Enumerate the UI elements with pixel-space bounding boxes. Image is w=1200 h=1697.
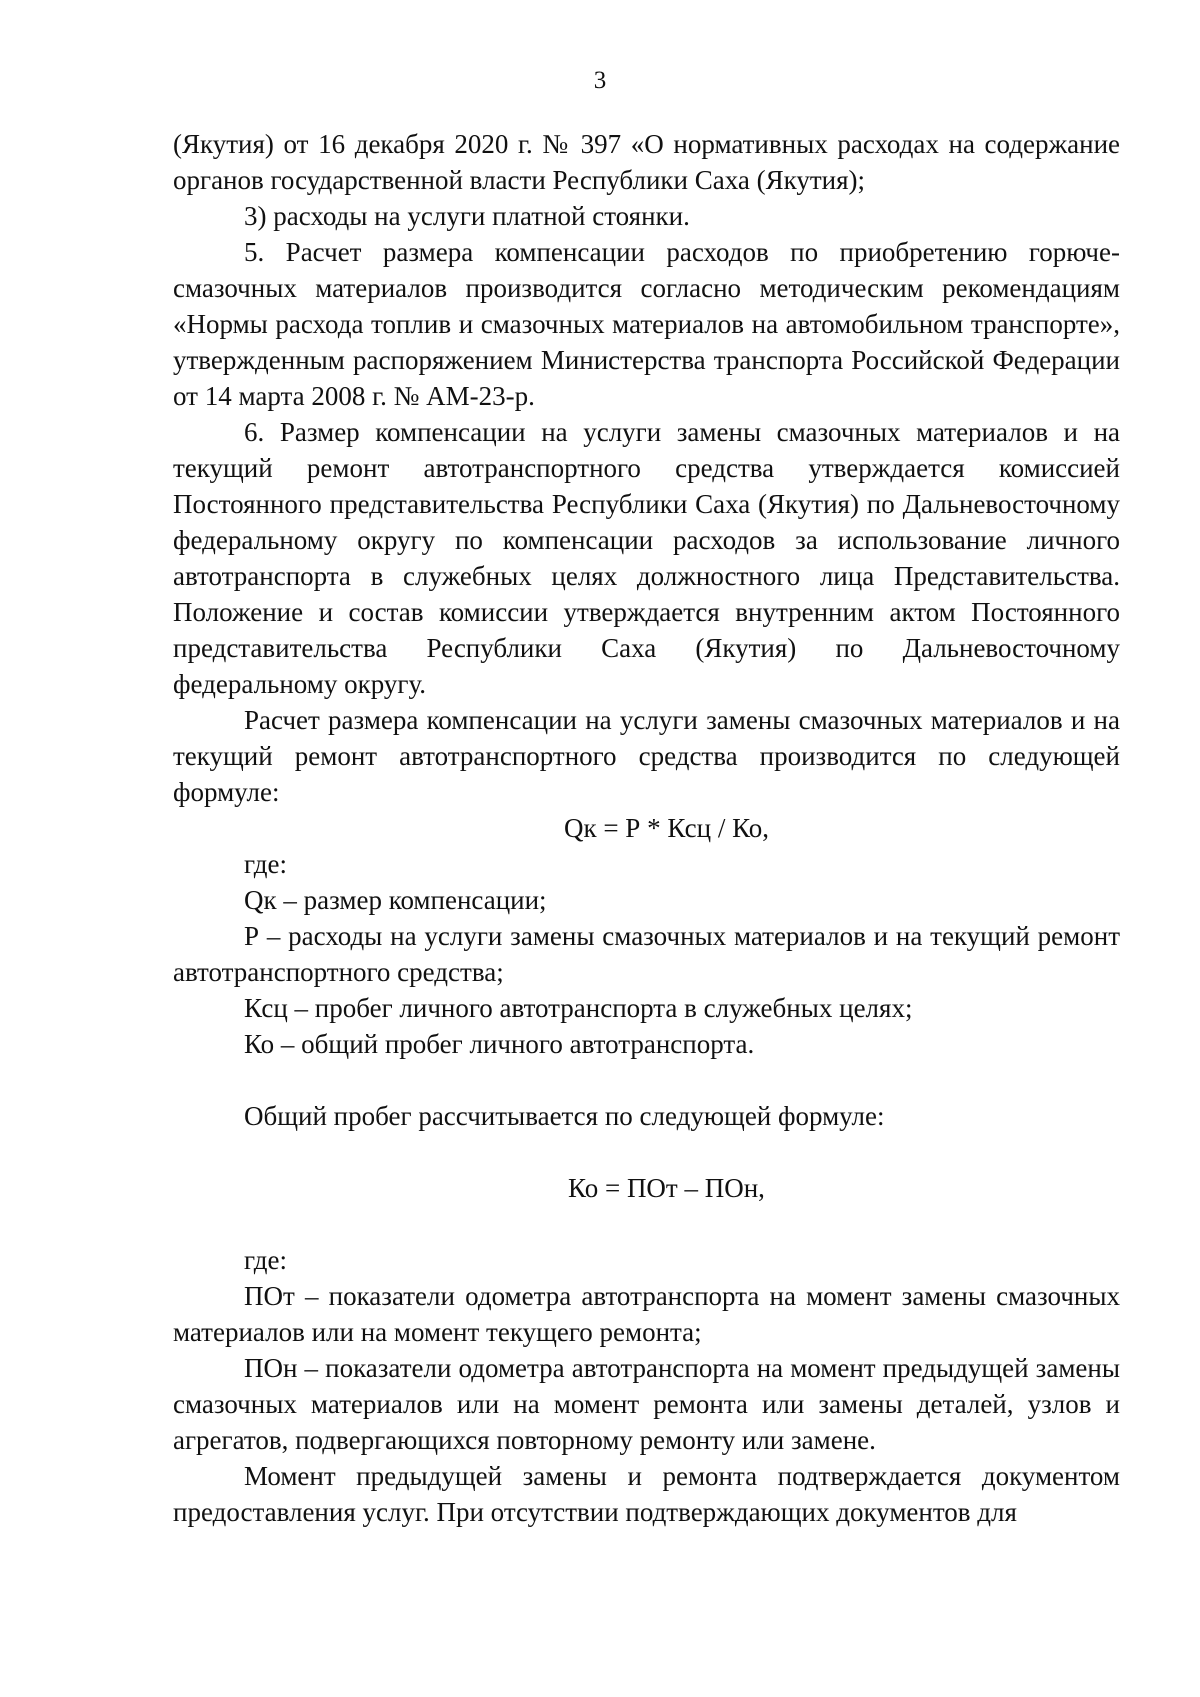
definition-ko: Ко – общий пробег личного автотранспорта.: [244, 1029, 755, 1059]
page-number: 3: [593, 67, 607, 94]
spacer: [173, 1206, 1120, 1242]
paragraph-confirmation: Момент предыдущей замены и ремонта подтверждается документом предоставления услуг. При отсутствии подтверждающих документов для: [173, 1461, 1120, 1527]
definition-ksc: Ксц – пробег личного автотранспорта в служебных целях;: [244, 993, 913, 1023]
paragraph-where-2: где:: [244, 1245, 287, 1275]
paragraph-calculation-intro: Расчет размера компенсации на услуги замены смазочных материалов и на текущий ремонт автотранспортного средства производится по следующей формуле:: [173, 705, 1120, 807]
paragraph-clause-5: 5. Расчет размера компенсации расходов по приобретению горюче-смазочных материалов производится согласно методическим рекомендациям «Нормы расхода топлив и смазочных материалов на автомобильном транспорте», утвержденным распоряжением Министерства транспорта Российской Федерации от 14 марта 2008 г. № АМ-23-р.: [173, 237, 1120, 411]
paragraph-item-3: 3) расходы на услуги платной стоянки.: [244, 201, 690, 231]
definition-pon: ПОн – показатели одометра автотранспорта на момент предыдущей замены смазочных материалов или на момент ремонта или замены деталей, узлов и агрегатов, подвергающихся повторному ремонту или замене.: [173, 1353, 1120, 1455]
definition-pot: ПОт – показатели одометра автотранспорта на момент замены смазочных материалов или на момент текущего ремонта;: [173, 1281, 1120, 1347]
paragraph-where-1: где:: [244, 849, 287, 879]
spacer: [173, 1062, 1120, 1098]
document-body: [173, 126, 1120, 1530]
paragraph-clause-6: 6. Размер компенсации на услуги замены смазочных материалов и на текущий ремонт автотранспортного средства утверждается комиссией Постоянного представительства Республики Саха (Якутия) по Дальневосточному федеральному округу по компенсации расходов за использование личного автотранспорта в служебных целях должностного лица Представительства. Положение и состав комиссии утверждается внутренним актом Постоянного представительства Республики Саха (Якутия) по Дальневосточному федеральному округу.: [173, 417, 1120, 699]
formula-mileage: Ко = ПОт – ПОн,: [568, 1173, 765, 1203]
formula-compensation: Qк = Р * Ксц / Ко,: [563, 813, 770, 843]
definition-qk: Qк – размер компенсации;: [244, 885, 547, 915]
paragraph-mileage-intro: Общий пробег рассчитывается по следующей формуле:: [244, 1101, 885, 1131]
paragraph-continuation: (Якутия) от 16 декабря 2020 г. № 397 «О нормативных расходах на содержание органов государственной власти Республики Саха (Якутия);: [173, 129, 1120, 195]
spacer: [173, 1134, 1120, 1170]
definition-p: Р – расходы на услуги замены смазочных материалов и на текущий ремонт автотранспортного средства;: [173, 921, 1120, 987]
